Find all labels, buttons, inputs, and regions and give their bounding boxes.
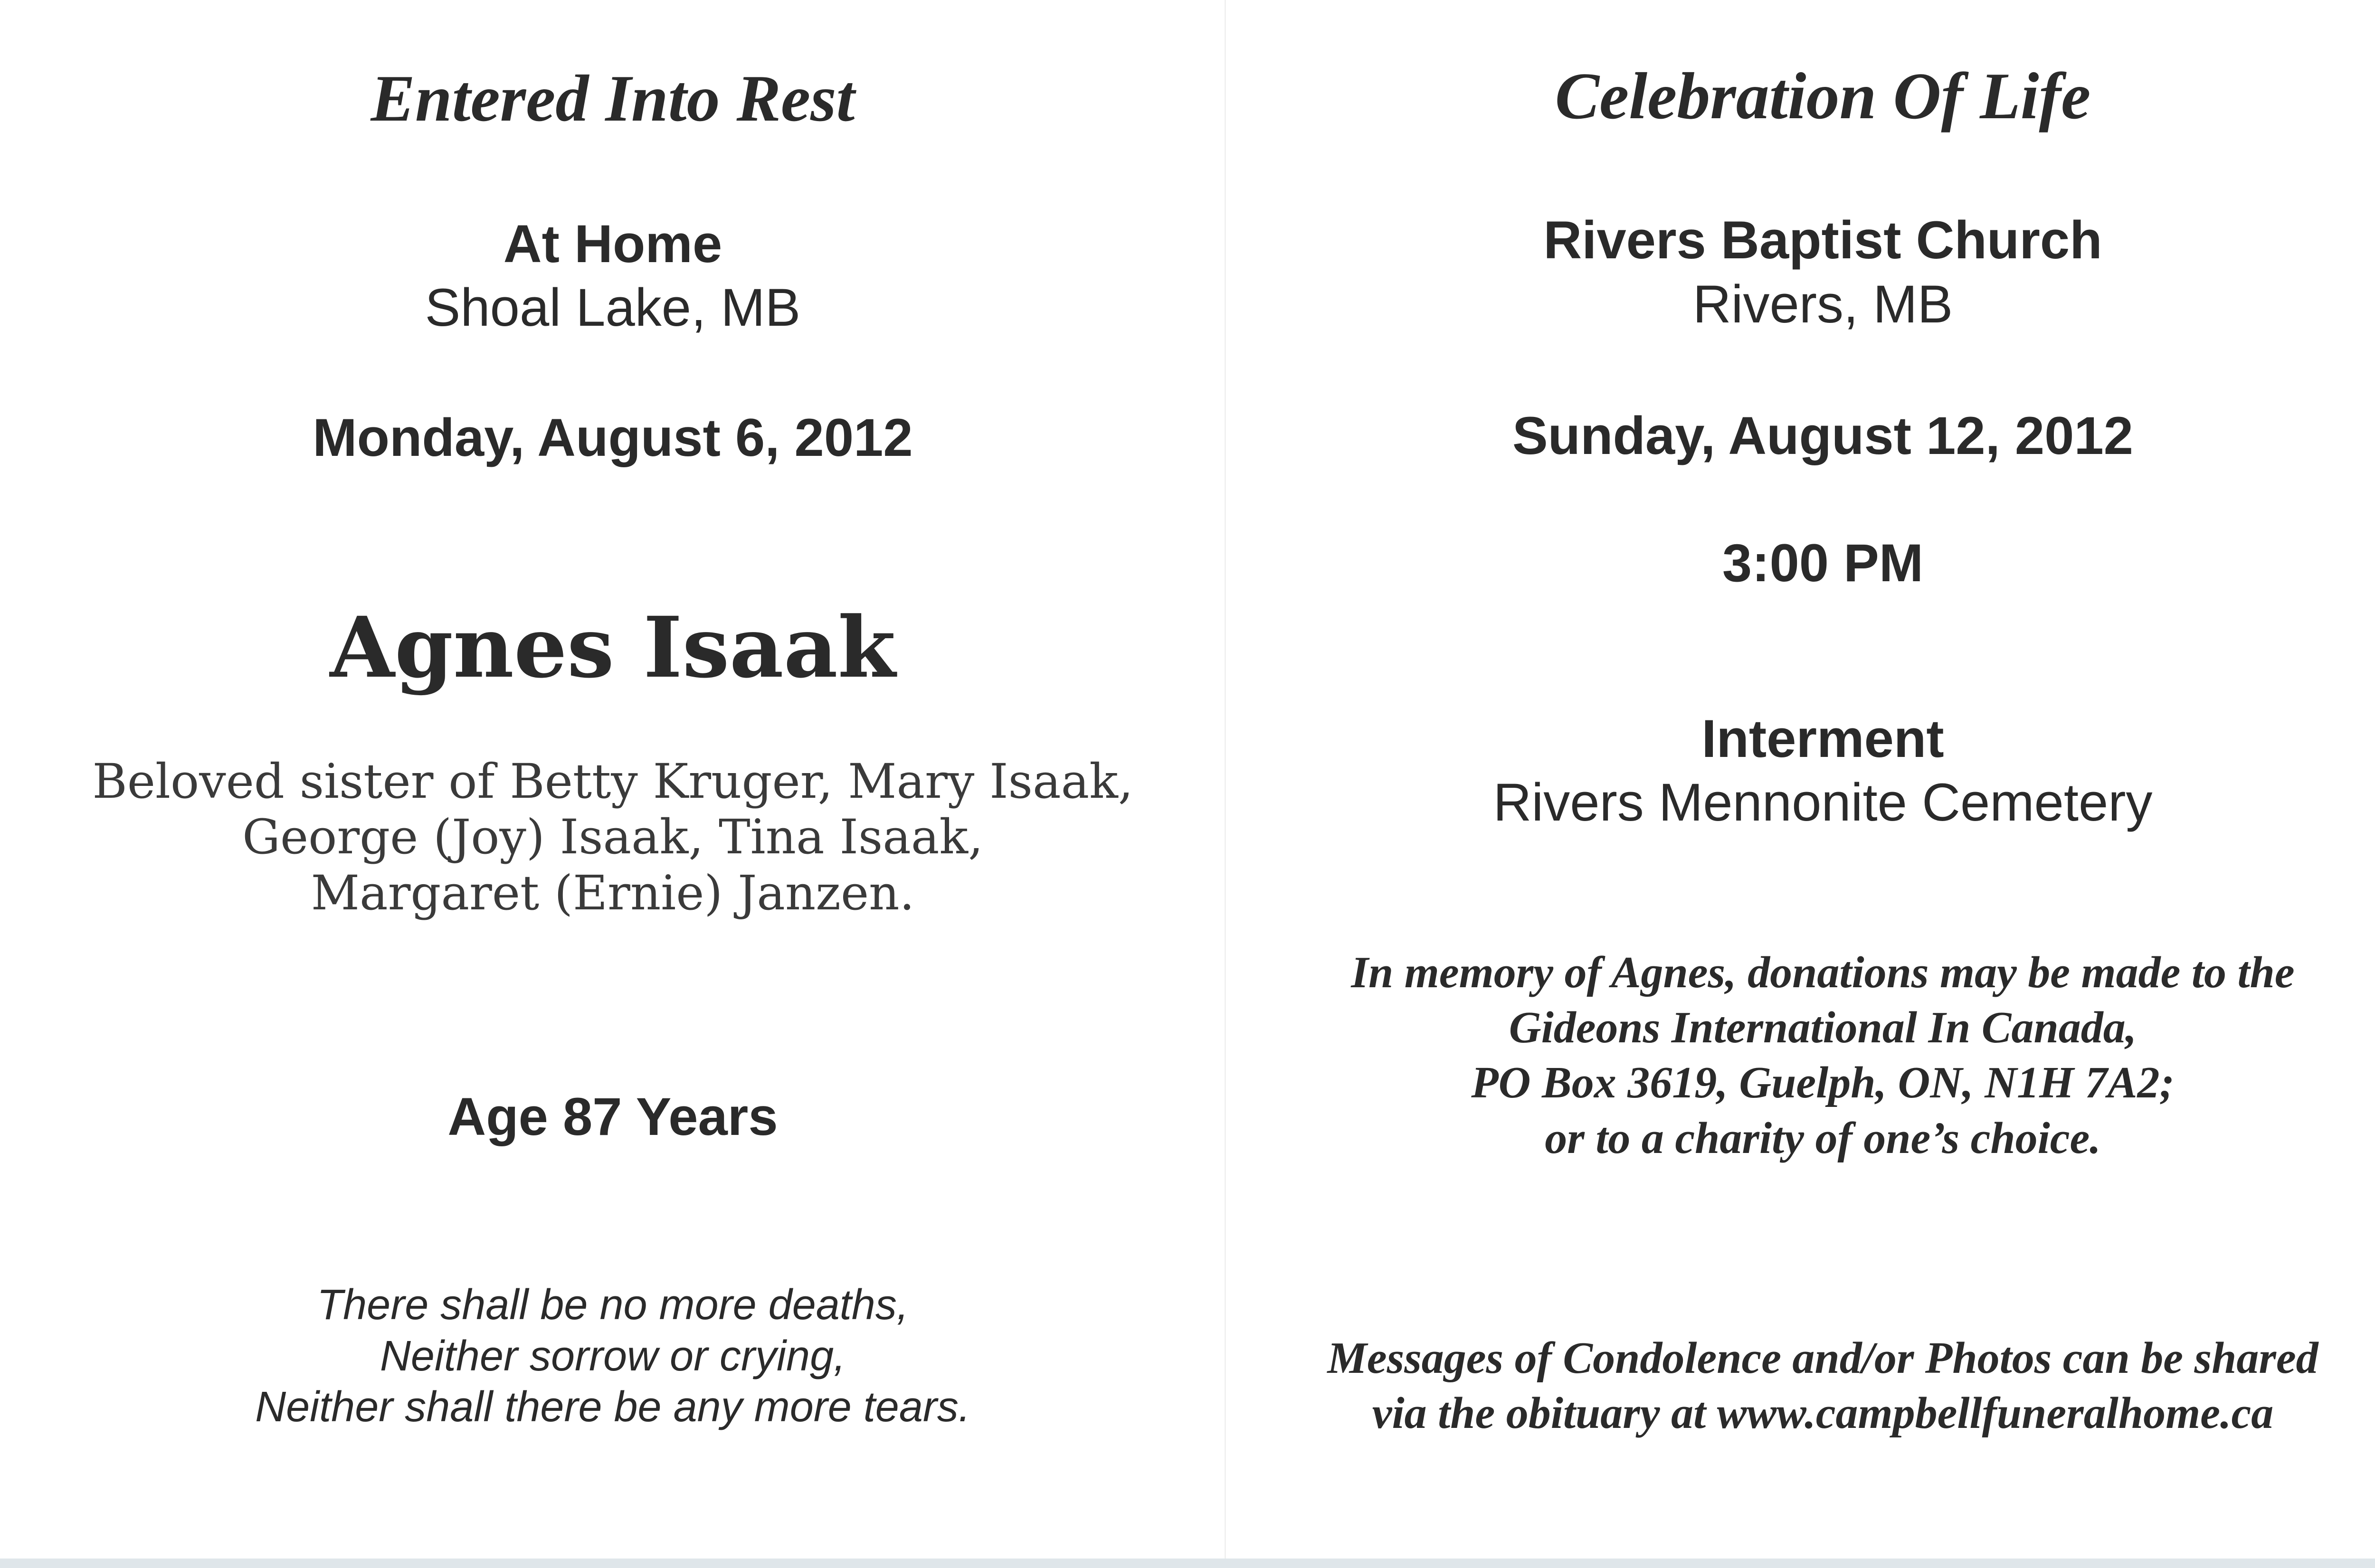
right-panel [1226,0,2375,1568]
condolence-line: Messages of Condolence and/or Photos can be shared [1327,1333,2318,1383]
entered-into-rest-heading: Entered Into Rest [370,62,855,135]
date-of-death: Monday, August 6, 2012 [313,408,913,467]
verse-line: There shall be no more deaths, [317,1281,909,1329]
donation-line: or to a charity of one’s choice. [1545,1114,2101,1163]
verse-line: Neither shall there be any more tears. [255,1383,970,1431]
deceased-name: Agnes Isaak [330,598,896,697]
condolence-line: via the obituary at www.campbellfuneralhome.ca [1372,1389,2274,1438]
interment-title: Interment [1701,709,1944,768]
service-venue-title: Rivers Baptist Church [1543,210,2102,270]
family-line: Beloved sister of Betty Kruger, Mary Isaak, [92,754,1133,809]
celebration-of-life-heading: Celebration Of Life [1555,59,2091,133]
family-line: George (Joy) Isaak, Tina Isaak, [242,809,983,865]
interment-location: Rivers Mennonite Cemetery [1493,773,2153,832]
scan-bottom-edge [0,1559,2375,1568]
place-of-death-location: Shoal Lake, MB [425,278,801,337]
family-line: Margaret (Ernie) Janzen. [311,865,915,921]
donation-line: In memory of Agnes, donations may be made to the [1351,948,2295,997]
service-venue-location: Rivers, MB [1692,274,1953,334]
place-of-death-title: At Home [503,214,722,274]
donation-line: PO Box 3619, Guelph, ON, N1H 7A2; [1471,1058,2175,1107]
service-time: 3:00 PM [1722,533,1924,593]
service-date: Sunday, August 12, 2012 [1512,406,2134,465]
donation-line: Gideons International In Canada, [1509,1003,2137,1052]
verse-line: Neither sorrow or crying, [380,1332,846,1380]
age-line: Age 87 Years [447,1087,778,1146]
